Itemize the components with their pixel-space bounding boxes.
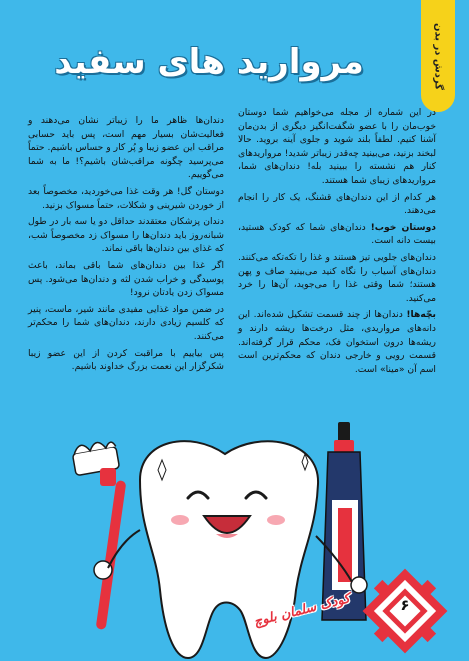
left-column	[28, 114, 224, 377]
paragraph: پس بیاییم با مراقبت کردن از این عضو زیبا شکرگزار این نعمت بزرگ خداوند باشیم.	[28, 347, 224, 373]
tooth-character-icon	[108, 441, 352, 658]
toothbrush-icon	[72, 439, 126, 630]
paragraph: در این شماره از مجله می‌خواهیم شما دوستان خوب‌مان را با عضو شگفت‌انگیز دیگری از بدن‌مان آشنا کنیم. لطفاً بلند شوید و جلوی آینه بروید. حالا لبخند بزنید، می‌بینید چه‌قدر زیباتر شدید! مرواریدهای کنار هم نشسته را ببینید بله! دندان‌های شما، مرواریدهای زیبای شما هستند.	[238, 107, 436, 186]
bold-lead: دوستان خوب!	[370, 221, 436, 233]
page-number: ۶	[400, 596, 410, 614]
paragraph: دندان‌ها ظاهر ما را زیباتر نشان می‌دهند و فعالیت‌شان بسیار مهم است، پس باید حسابی مراقب این عضو زیبا و پُر کار و حساس باشیم. حتماً می‌پرسید چگونه مراقب‌شان باشیم؟! ما به شما می‌گوییم.	[28, 115, 224, 181]
paragraph: دوستان خوب! دندان‌های شما که کودک هستید، بیست دانه است.	[238, 221, 436, 247]
paragraph: دندان پزشکان معتقدند حداقل دو یا سه بار در طول شبانه‌روز باید دندان‌ها را مسواک زد مخصوصاً شب، که غذای بین دندان‌ها باقی نماند.	[28, 216, 224, 255]
title-area	[50, 34, 368, 90]
section-tab	[421, 0, 455, 112]
paragraph: دوستان گل! هر وقت غذا می‌خوردید، مخصوصاً بعد از خوردن شیرینی و شکلات، حتماً مسواک بزنید.	[28, 185, 224, 211]
magazine-logo: کودک سلمان بلوچ	[252, 591, 352, 630]
right-column	[238, 106, 436, 379]
paragraph: دندان‌های جلویی تیز هستند و غذا را تکه‌تکه می‌کنند. دندان‌های آسیاب را نگاه کنید می‌بینید صاف و پهن هستند؛ شما وقتی غذا را می‌جوید، آن‌ها را خرد می‌کنید.	[238, 251, 436, 304]
section-tab-label: گردش در بدن	[432, 22, 444, 90]
tooth-illustration	[70, 420, 380, 661]
bold-lead: بچّه‌ها!	[406, 309, 436, 321]
paragraph: هر کدام از این دندان‌های قشنگ، یک کار را انجام می‌دهند.	[238, 191, 436, 217]
paragraph: در ضمن مواد غذایی مفیدی مانند شیر، ماست، پنیر که کلسیم زیادی دارند، دندان‌های شما را محکم‌تر می‌کنند.	[28, 303, 224, 342]
paragraph: بچّه‌ها! دندان‌ها از چند قسمت تشکیل شده‌اند. این دانه‌های مرواریدی، مثل درخت‌ها ریشه دارند و ریشه‌ها درون استخوان فک، محکم قرار گرفته‌اند. قسمت رویی و خارجی دندان که محکم‌ترین است اسم آن «مینا» است.	[238, 309, 436, 375]
page-title: مروارید های سفید	[54, 42, 364, 82]
paragraph: اگر غذا بین دندان‌های شما باقی بماند، باعث پوسیدگی و خراب شدن لثه و دندان‌ها می‌شود. پس مسواک زدن یادتان نرود!	[28, 259, 224, 299]
